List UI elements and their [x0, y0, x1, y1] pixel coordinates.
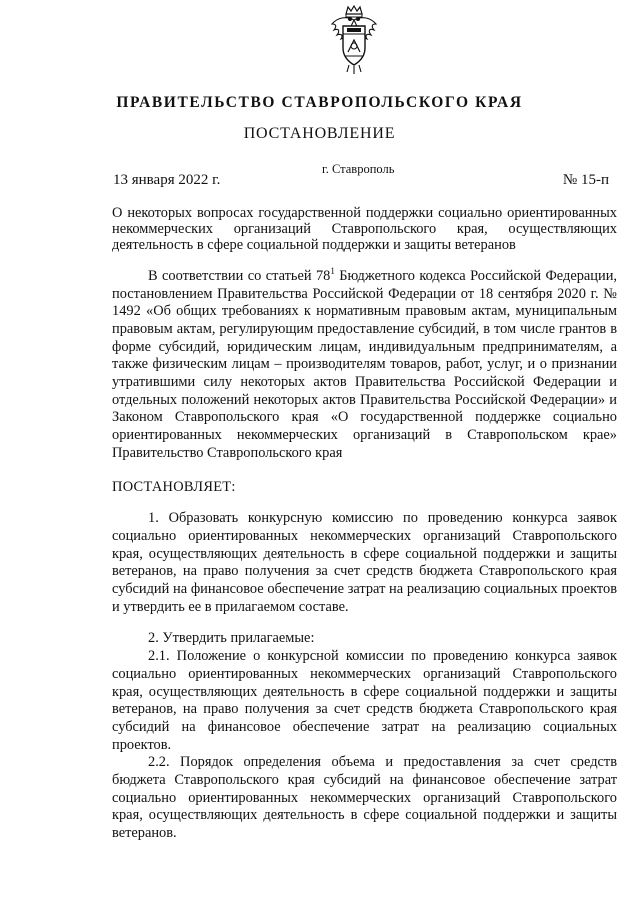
document-type: ПОСТАНОВЛЕНИЕ	[243, 125, 396, 142]
coat-of-arms-icon	[329, 4, 379, 78]
article-superscript: 1	[330, 266, 335, 276]
document-body	[112, 263, 617, 843]
preamble-paragraph	[112, 263, 617, 463]
decree-word: ПОСТАНОВЛЯЕТ:	[112, 478, 236, 495]
item-2-2: 2.2. Порядок определения объема и предоставления за счет средств бюджета Ставропольского края субсидий на финансовое обеспечение затрат социально ориентированных некоммерческих организаций Ставропольского края, осуществляющих деятельность в сфере социальной поддержки и защиты ветеранов.	[112, 754, 617, 842]
document-number: № 15-п	[562, 172, 609, 188]
preamble-rest: Бюджетного кодекса Российской Федерации, постановлением Правительства Российской Федерации от 18 сентября 2020 г. № 1492 «Об общих требованиях к нормативным правовым актам, муниципальным правовым актам, регулирующим предоставление субсидий, в том числе грантов в форме субсидий, юридическим лицам, индивидуальным предпринимателям, а также физическим лицам – производителям товаров, работ, услуг, и о признании утратившими силу некоторых актов Правительства Российской Федерации и отдельных положений некоторых актов Правительства Российской Федерации» и Законом Ставропольского края «О государственной поддержке социально ориентированных некоммерческих организаций в Ставропольском крае» Правительство Ставропольского края	[112, 267, 617, 461]
document-city: г. Ставрополь	[322, 162, 395, 176]
organization-title: ПРАВИТЕЛЬСТВО СТАВРОПОЛЬСКОГО КРАЯ	[116, 94, 523, 111]
item-2: 2. Утвердить прилагаемые:	[148, 630, 315, 647]
preamble-start: В соответствии со статьей 78	[148, 267, 331, 284]
document-subject: О некоторых вопросах государственной поддержки социально ориентированных некоммерческих организаций Ставропольского края, осуществляющих деятельность в сфере социальной поддержки и защиты ветеранов	[112, 205, 617, 253]
document-date: 13 января 2022 г.	[113, 172, 221, 188]
item-1: 1. Образовать конкурсную комиссию по проведению конкурса заявок социально ориентированных некоммерческих организаций Ставропольского края, осуществляющих деятельность в сфере социальной поддержки и защиты ветеранов, на право получения за счет средств бюджета Ставропольского края субсидий на финансовое обеспечение затрат на реализацию социальных проектов и утвердить ее в прилагаемом составе.	[112, 510, 617, 615]
item-2-1: 2.1. Положение о конкурсной комиссии по проведению конкурса заявок социально ориентированных некоммерческих организаций Ставропольского края, осуществляющих деятельность в сфере социальной поддержки и защиты ветеранов, на право получения за счет средств бюджета Ставропольского края субсидий на финансовое обеспечение затрат на реализацию социальных проектов.	[112, 648, 617, 753]
